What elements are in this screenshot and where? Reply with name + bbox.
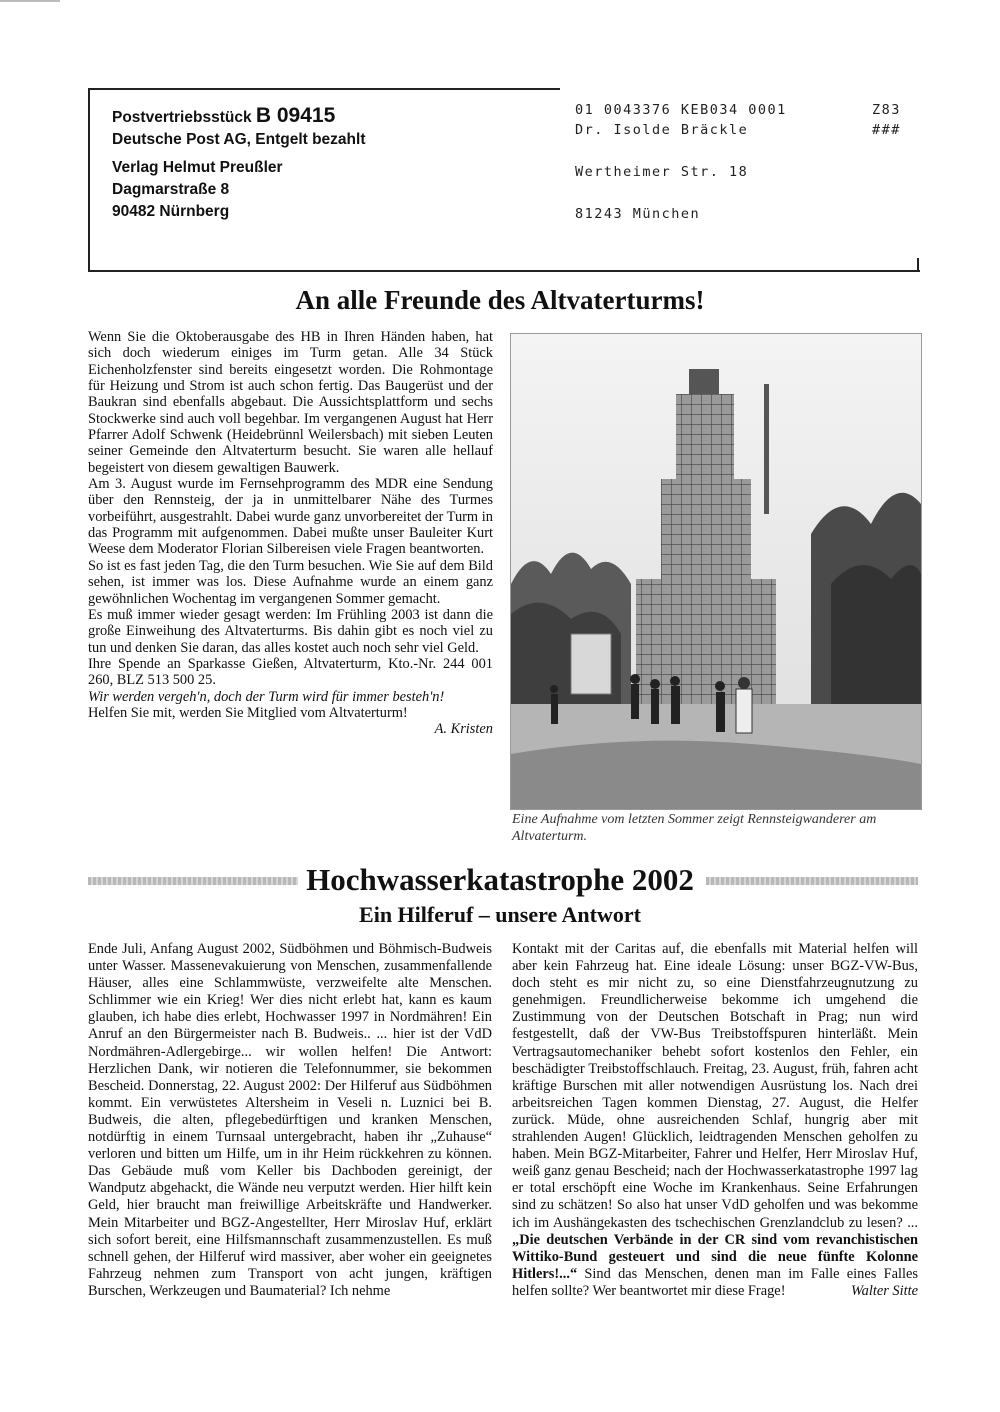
article1-closing: Helfen Sie mit, werden Sie Mitglied vom Altvaterturm! [88,704,408,721]
publisher-name: Verlag Helmut Preußler [112,159,283,176]
scan-mark [0,0,60,2]
article2-right-column: Kontakt mit der Caritas auf, die ebenfalls mit Material helfen will aber kein Fahrzeug hat. Eine ideale Lösung: unser BGZ-VW-Bus, doch steht es mir nicht zu, so eine Dienstfahrzeugnutzung zu genehmigen. Freundlicherweise bekomme ich umgehend die Zustimmung von der Deutschen Botschaft in Prag; nun wird festgestellt, daß der VW-Bus Treibstoffspuren hinterläßt. Mein Vertragsautomechaniker behebt sofort kostenlos den Fehler, ein beschädigter Treibstoffschlauch. Freitag, 23. August, früh, fahren acht kräftige Burschen mit aller notwendigen Ausrüstung los. Nach drei arbeitsreichen Tagen kommen Dienstag, 27. August, die Helfer zurück. Müde, ohne ausreichenden Schlaf, hungrig aber mit strahlenden Augen! Glücklich, leidtragenden Menschen geholfen zu haben. Mein BGZ-Mitarbeiter, Fahrer und Helfer, Herr Miroslav Huf, weiß ganz genau Bescheid; nach der Hochwasserkatastrophe 1997 lag er total erschöpft eine Woche im Krankenhaus. Seine Erfahrungen sind zu schätzen! So also hat unser VdD geholfen und was bekomme ich im Aushängekasten des tschechischen Grenzlandclub zu lesen? ... „Die deutschen Verbände in der CR sind vom revanchistischen Wittiko-Bund gesteuert und sind die neue fünfte Kolonne Hitlers!...“ Sind das Menschen, denen man im Falle eines Falles helfen sollte? Wer beantwortet mir diese Frage! Walter Sitte [512,941,918,1299]
article2-author: Walter Sitte [850,1282,918,1299]
article2-title: Hochwasserkatastrophe 2002 [306,862,694,897]
article1-slogan: Wir werden vergeh'n, doch der Turm wird für immer besteh'n! [88,688,445,705]
sender-block [112,105,366,223]
publisher-street: Dagmarstraße 8 [112,181,230,198]
article2-quote: „Die deutschen Verbände in der CR sind vom revanchistischen Wittiko-Bund gesteuert und sind die neue fünfte Kolonne Hitlers!...“ [512,1231,918,1282]
article2-subtitle: Ein Hilferuf – unsere Antwort [359,902,641,927]
address-box-gap [560,85,920,91]
tower-photo-illustration [511,334,921,809]
article1-body: Wenn Sie die Oktoberausgabe des HB in Ihren Händen haben, hat sich doch wiederum einiges im Turm getan. Alle 34 Stück Eichenholzfenster sind bereits eingesetzt worden. Die Rohmontage für Heizung und Strom ist auch schon fertig. Das Baugerüst und der Baukran sind ebenfalls abgebaut. Die Aussichtsplattform und sechs Stockwerke sind auch voll begehbar. Im vergangenen August hat Herr Pfarrer Adolf Schwenk (Heidebrünnl Weilersbach) mit sieben Leuten seiner Gemeinde den Altvaterturm besucht. Sie waren alle hellauf begeistert von diesem gewaltigen Bauwerk. Am 3. August wurde im Fernsehprogramm des MDR eine Sendung über den Rennsteig, der ja in unmittelbarer Nähe des Turmes vorbeiführt, ausgestrahlt. Dabei wurde ganz unvorbereitet der Turm in das Programm mit aufgenommen. Dabei mußte unser Bauleiter Kurt Weese dem Moderator Florian Silbereisen viele Fragen beantworten. So ist es fast jeden Tag, die den Turm besuchen. Wie Sie auf dem Bild sehen, ist immer was los. Diese Aufnahme wurde an einem ganz gewöhnlichen Wochentag im vergangenen Sommer gemacht. Es muß immer wieder gesagt werden: Im Frühling 2003 ist dann die große Einweihung des Altvaterturms. Bis dahin gibt es noch viel zu tun und denken Sie daran, das alles kostet auch noch sehr viel Geld. Ihre Spende an Sparkasse Gießen, Altvaterturm, Kto.-Nr. 244 001 260, BLZ 513 500 25. Wir werden vergeh'n, doch der Turm wird für immer besteh'n! Helfen Sie mit, werden Sie Mitglied vom Altvaterturm! A. Kristen [88,329,493,738]
recipient-code: Z83 ### [872,102,901,138]
tower-photo [510,333,922,810]
postal-fee-line: Deutsche Post AG, Entgelt bezahlt [112,131,366,148]
address-box-corner [917,258,919,270]
recipient-block: 01 0043376 KEB034 0001 Dr. Isolde Bräckle Wertheimer Str. 18 81243 München [575,102,787,222]
postal-line: Postvertriebsstück B 09415 [112,104,336,127]
article1-title: An alle Freunde des Altvaterturms! [295,285,705,315]
photo-caption: Eine Aufnahme vom letzten Sommer zeigt Rennsteigwanderer am Altvaterturm. [512,812,877,844]
article2-left-column: Ende Juli, Anfang August 2002, Südböhmen und Böhmisch-Budweis unter Wasser. Massenevakuierung von Menschen, zusammenfallende Häuser, alles eine Schlammwüste, verzweifelte alte Menschen. Schlimmer wie ein Krieg! Wer dies nicht erlebt hat, kann es kaum glauben, ich habe dies erlebt, Hochwasser 1997 in Nordmähren! Ein Anruf an den Bürgermeister nach B. Budweis.. ... hier ist der VdD Nordmähren-Adlergebirge... wir wollen helfen! Die Antwort: Herzlichen Dank, wir notieren die Telefonnummer, sie bekommen Bescheid. Donnerstag, 22. August 2002: Der Hilferuf aus Südböhmen kommt. Ein verwüstetes Altersheim in Veseli n. Luznici bei B. Budweis, die alten, pflegebedürftigen und kranken Menschen, notdürftig in einem Turnsaal untergebracht, haben ihr „Zuhause“ verloren und bitten um Hilfe, um in ihr Heim rückkehren zu können. Das Gebäude muß vom Keller bis Dachboden gereinigt, der Wandputz abgehackt, die Wände neu verputzt werden. Hier hilft kein Geld, hier braucht man freiwillige Arbeitskräfte und Handwerker. Mein Mitarbeiter und BGZ-Angestellter, Herr Miroslav Huf, erklärt sich sofort bereit, eine Hilfsmannschaft zusammenzustellen. Es muß schnell gehen, der Hilferuf wird massiver, aber woher ein geeignetes Fahrzeug nehmen zum Transport von acht jungen, kräftigen Burschen, Werkzeugen und Baumaterial? Ich nehme [88,941,492,1299]
article1-author: A. Kristen [434,721,493,738]
publisher-city: 90482 Nürnberg [112,203,230,220]
